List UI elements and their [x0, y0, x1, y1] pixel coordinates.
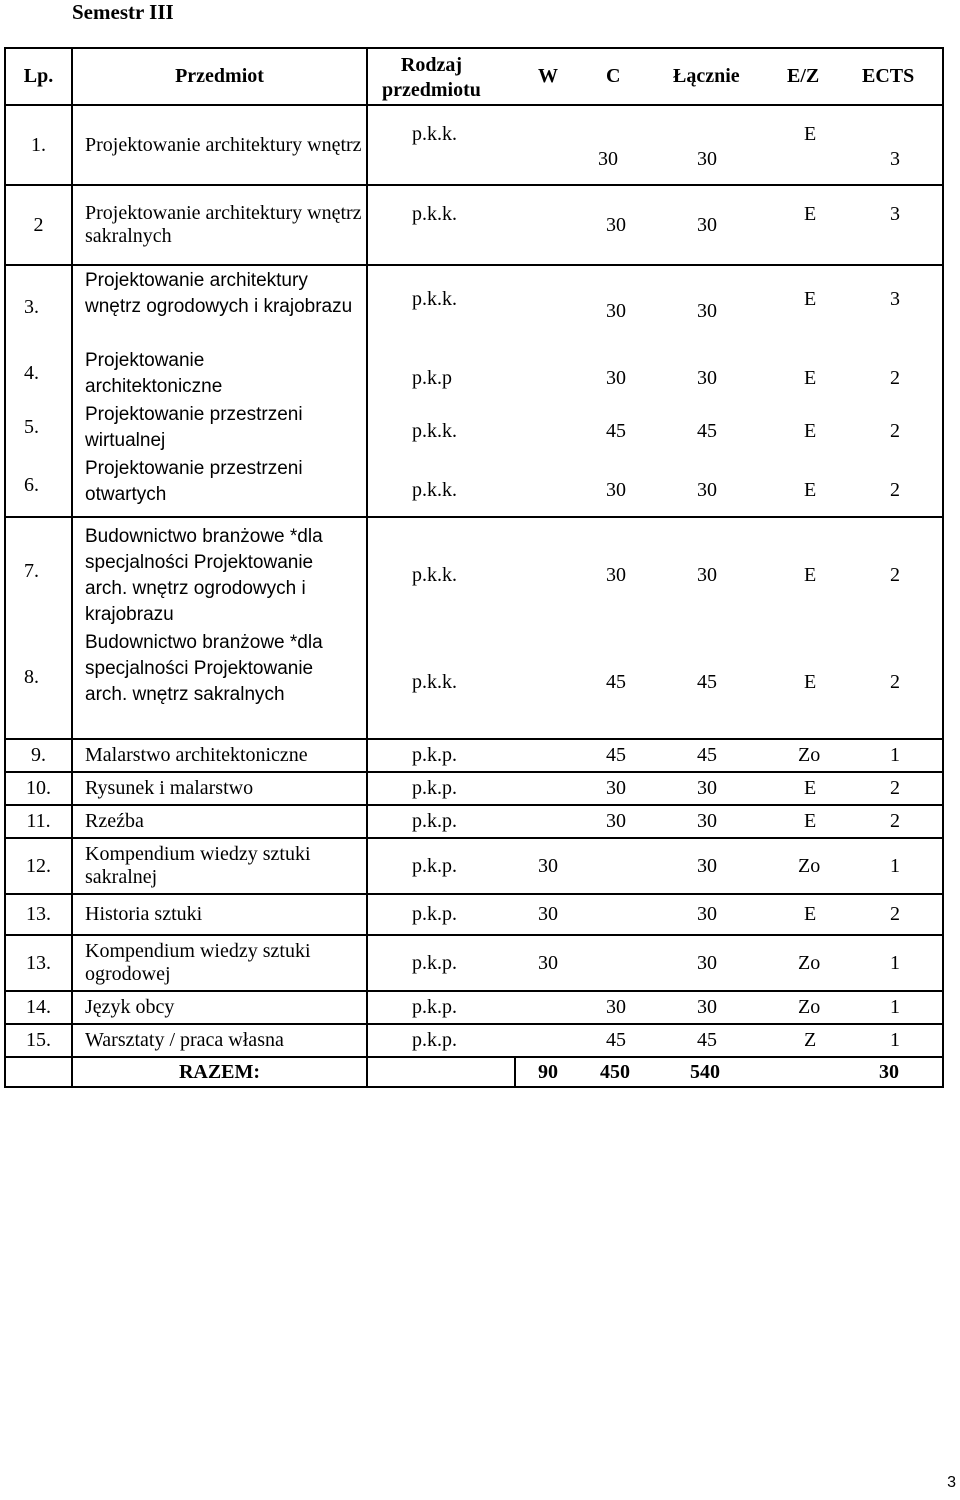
table-row: 10. Rysunek i malarstwo p.k.p. 30 30 E 2 [5, 772, 943, 805]
table-row: 13. Kompendium wiedzy sztuki ogrodowej p.k.p. 30 30 Zo 1 [5, 935, 943, 991]
header-c: C [606, 65, 621, 87]
header-type: Rodzaj przedmiotu [382, 54, 481, 101]
totals-total: 540 [690, 1061, 720, 1083]
table-row: 9. Malarstwo architektoniczne p.k.p. 45 45 Zo 1 [5, 739, 943, 772]
totals-divider [514, 1058, 516, 1086]
totals-w: 90 [538, 1061, 558, 1083]
header-w: W [538, 65, 558, 87]
table-row: 2 Projektowanie architektury wnętrz sakralnych p.k.k. 30 30 E 3 [5, 185, 943, 265]
header-subject: Przedmiot [72, 48, 367, 105]
header-ects: ECTS [862, 65, 915, 87]
totals-row [5, 1057, 943, 1087]
table-row: 14. Język obcy p.k.p. 30 30 Zo 1 [5, 991, 943, 1024]
totals-c: 450 [600, 1061, 630, 1083]
header-lp: Lp. [5, 48, 72, 105]
curriculum-table [4, 47, 944, 1088]
table-row: 11. Rzeźba p.k.p. 30 30 E 2 [5, 805, 943, 838]
table-row: 15. Warsztaty / praca własna p.k.p. 45 45 Z 1 [5, 1024, 943, 1057]
table-row: 12. Kompendium wiedzy sztuki sakralnej p.k.p. 30 30 Zo 1 [5, 838, 943, 894]
page-number: 3 [947, 1474, 956, 1491]
semester-title: Semestr III [72, 0, 174, 24]
table-row: 13. Historia sztuki p.k.p. 30 30 E 2 [5, 894, 943, 935]
table-row: 1. Projektowanie architektury wnętrz p.k.k. 30 30 E 3 [5, 105, 943, 185]
header-ez: E/Z [787, 65, 820, 87]
totals-ects: 30 [879, 1061, 899, 1083]
table-row-group: 3. 4. 5. 6. Projektowanie architektury wnętrz ogrodowych i krajobrazu Projektowanie architektoniczne Projektowanie przestrzeni wirtualnej Projektowanie przestrzeni otwartych p.k.k. 30 30 E 3 p.k.p 30 30 E 2 p.k.k. 45 45 E 2 p.k.k. 30 30 E 2 [5, 265, 943, 517]
table-row-group: 7. 8. Budownictwo branżowe *dla specjalności Projektowanie arch. wnętrz ogrodowych i krajobrazu Budownictwo branżowe *dla specjalności Projektowanie arch. wnętrz sakralnych p.k.k. 30 30 E 2 p.k.k. 45 45 E 2 [5, 517, 943, 739]
totals-label: RAZEM: [72, 1057, 367, 1087]
table-header [5, 48, 943, 105]
header-total: Łącznie [673, 65, 740, 87]
